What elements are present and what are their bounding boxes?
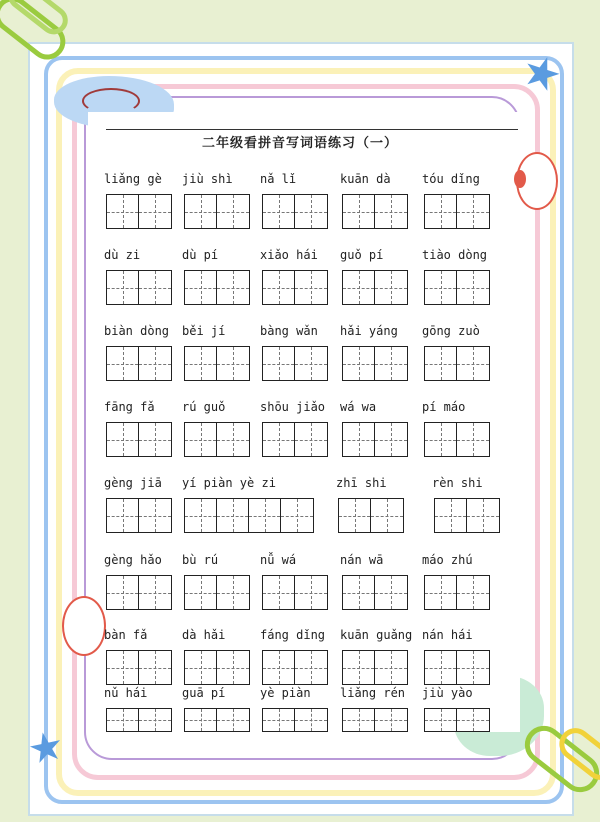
tian-grid-cell[interactable] bbox=[217, 499, 249, 532]
writing-grid[interactable] bbox=[338, 498, 404, 533]
tian-grid-cell[interactable] bbox=[295, 651, 327, 684]
tian-grid-cell[interactable] bbox=[375, 576, 407, 609]
tian-grid-cell[interactable] bbox=[425, 709, 457, 731]
writing-grid[interactable] bbox=[424, 575, 490, 610]
writing-grid[interactable] bbox=[184, 270, 250, 305]
tian-grid-cell[interactable] bbox=[295, 576, 327, 609]
tian-grid-cell[interactable] bbox=[343, 347, 375, 380]
tian-grid-cell[interactable] bbox=[467, 499, 499, 532]
pinyin-label: tiào dòng bbox=[422, 248, 488, 262]
pinyin-label: gèng hǎo bbox=[104, 553, 162, 567]
tian-grid-cell[interactable] bbox=[295, 347, 327, 380]
tian-grid-cell[interactable] bbox=[185, 195, 217, 228]
tian-grid-cell[interactable] bbox=[457, 423, 489, 456]
pinyin-label: xiǎo hái bbox=[260, 248, 318, 262]
writing-grid[interactable] bbox=[106, 575, 172, 610]
tian-grid-cell[interactable] bbox=[107, 651, 139, 684]
tian-grid-cell[interactable] bbox=[139, 347, 171, 380]
tian-grid-cell[interactable] bbox=[139, 423, 171, 456]
pinyin-label: kuān guǎng bbox=[340, 628, 413, 642]
tian-grid-cell[interactable] bbox=[217, 195, 249, 228]
pinyin-label: pí máo bbox=[422, 400, 466, 414]
tian-grid-cell[interactable] bbox=[217, 576, 249, 609]
tian-grid-cell[interactable] bbox=[343, 195, 375, 228]
pinyin-label: jiù shì bbox=[182, 172, 233, 186]
tian-grid-cell[interactable] bbox=[107, 347, 139, 380]
writing-grid[interactable] bbox=[106, 650, 172, 685]
pinyin-label: máo zhú bbox=[422, 553, 473, 567]
tian-grid-cell[interactable] bbox=[139, 651, 171, 684]
pinyin-label: tóu dǐng bbox=[422, 172, 480, 186]
tian-grid-cell[interactable] bbox=[295, 423, 327, 456]
tian-grid-cell[interactable] bbox=[371, 499, 403, 532]
tian-grid-cell[interactable] bbox=[185, 423, 217, 456]
tian-grid-cell[interactable] bbox=[107, 499, 139, 532]
writing-grid[interactable] bbox=[424, 194, 490, 229]
writing-grid[interactable] bbox=[262, 422, 328, 457]
tian-grid-cell[interactable] bbox=[217, 651, 249, 684]
pinyin-label: nǚ wá bbox=[260, 553, 297, 567]
tian-grid-cell[interactable] bbox=[295, 195, 327, 228]
writing-grid[interactable] bbox=[342, 270, 408, 305]
writing-grid[interactable] bbox=[262, 708, 328, 732]
tian-grid-cell[interactable] bbox=[425, 347, 457, 380]
writing-grid[interactable] bbox=[106, 708, 172, 732]
writing-grid[interactable] bbox=[184, 498, 314, 533]
pinyin-label: nán hái bbox=[422, 628, 473, 642]
tian-grid-cell[interactable] bbox=[217, 271, 249, 304]
writing-grid[interactable] bbox=[434, 498, 500, 533]
tian-grid-cell[interactable] bbox=[185, 347, 217, 380]
writing-grid[interactable] bbox=[106, 270, 172, 305]
tian-grid-cell[interactable] bbox=[185, 271, 217, 304]
pinyin-label: hǎi yáng bbox=[340, 324, 398, 338]
writing-grid[interactable] bbox=[106, 346, 172, 381]
writing-grid[interactable] bbox=[424, 650, 490, 685]
tian-grid-cell[interactable] bbox=[457, 347, 489, 380]
tian-grid-cell[interactable] bbox=[375, 651, 407, 684]
writing-grid[interactable] bbox=[342, 422, 408, 457]
tian-grid-cell[interactable] bbox=[457, 651, 489, 684]
tian-grid-cell[interactable] bbox=[375, 347, 407, 380]
tian-grid-cell[interactable] bbox=[425, 423, 457, 456]
writing-grid[interactable] bbox=[262, 346, 328, 381]
pinyin-label: rú guǒ bbox=[182, 400, 226, 414]
writing-grid[interactable] bbox=[424, 708, 490, 732]
tian-grid-cell[interactable] bbox=[217, 709, 249, 731]
writing-grid[interactable] bbox=[184, 575, 250, 610]
pinyin-label: biàn dòng bbox=[104, 324, 170, 338]
tian-grid-cell[interactable] bbox=[425, 576, 457, 609]
writing-grid[interactable] bbox=[106, 194, 172, 229]
tian-grid-cell[interactable] bbox=[107, 709, 139, 731]
pinyin-label: bàn fǎ bbox=[104, 628, 148, 642]
tian-grid-cell[interactable] bbox=[457, 195, 489, 228]
writing-grid[interactable] bbox=[184, 194, 250, 229]
pinyin-label: shōu jiǎo bbox=[260, 400, 326, 414]
tian-grid-cell[interactable] bbox=[295, 271, 327, 304]
tian-grid-cell[interactable] bbox=[263, 195, 295, 228]
tian-grid-cell[interactable] bbox=[139, 499, 171, 532]
tian-grid-cell[interactable] bbox=[263, 651, 295, 684]
tian-grid-cell[interactable] bbox=[107, 271, 139, 304]
tian-grid-cell[interactable] bbox=[263, 709, 295, 731]
swirl-decoration bbox=[82, 88, 140, 114]
pinyin-label: yè piàn bbox=[260, 686, 311, 700]
tian-grid-cell[interactable] bbox=[343, 651, 375, 684]
tian-grid-cell[interactable] bbox=[425, 651, 457, 684]
pinyin-label: bàng wǎn bbox=[260, 324, 318, 338]
writing-grid[interactable] bbox=[106, 498, 172, 533]
tian-grid-cell[interactable] bbox=[185, 499, 217, 532]
tian-grid-cell[interactable] bbox=[263, 576, 295, 609]
tian-grid-cell[interactable] bbox=[139, 709, 171, 731]
tian-grid-cell[interactable] bbox=[457, 709, 489, 731]
writing-grid[interactable] bbox=[262, 575, 328, 610]
pinyin-label: fáng dǐng bbox=[260, 628, 326, 642]
writing-grid[interactable] bbox=[262, 650, 328, 685]
pinyin-label: rèn shi bbox=[432, 476, 483, 490]
writing-grid[interactable] bbox=[342, 708, 408, 732]
writing-grid[interactable] bbox=[262, 194, 328, 229]
pinyin-label: gōng zuò bbox=[422, 324, 480, 338]
cloud-dot bbox=[514, 170, 526, 188]
tian-grid-cell[interactable] bbox=[425, 271, 457, 304]
pinyin-label: jiù yào bbox=[422, 686, 473, 700]
tian-grid-cell[interactable] bbox=[185, 576, 217, 609]
tian-grid-cell[interactable] bbox=[107, 576, 139, 609]
pinyin-label: běi jí bbox=[182, 324, 226, 338]
pinyin-label: liǎng gè bbox=[104, 172, 162, 186]
writing-grid[interactable] bbox=[342, 575, 408, 610]
tian-grid-cell[interactable] bbox=[139, 195, 171, 228]
writing-grid[interactable] bbox=[262, 270, 328, 305]
tian-grid-cell[interactable] bbox=[375, 423, 407, 456]
tian-grid-cell[interactable] bbox=[263, 423, 295, 456]
tian-grid-cell[interactable] bbox=[295, 709, 327, 731]
tian-grid-cell[interactable] bbox=[107, 423, 139, 456]
pinyin-label: dù pí bbox=[182, 248, 219, 262]
tian-grid-cell[interactable] bbox=[281, 499, 313, 532]
tian-grid-cell[interactable] bbox=[217, 347, 249, 380]
tian-grid-cell[interactable] bbox=[107, 195, 139, 228]
pinyin-label: kuān dà bbox=[340, 172, 391, 186]
cloud-icon bbox=[62, 596, 106, 656]
tian-grid-cell[interactable] bbox=[457, 576, 489, 609]
writing-grid[interactable] bbox=[184, 708, 250, 732]
pinyin-label: zhī shi bbox=[336, 476, 387, 490]
title-rule bbox=[106, 129, 518, 130]
tian-grid-cell[interactable] bbox=[185, 651, 217, 684]
writing-grid[interactable] bbox=[424, 346, 490, 381]
page-title: 二年级看拼音写词语练习（一） bbox=[201, 136, 398, 151]
writing-grid[interactable] bbox=[424, 422, 490, 457]
star-icon: ★ bbox=[515, 43, 569, 104]
tian-grid-cell[interactable] bbox=[435, 499, 467, 532]
pinyin-label: nǎ lǐ bbox=[260, 172, 297, 186]
tian-grid-cell[interactable] bbox=[263, 271, 295, 304]
tian-grid-cell[interactable] bbox=[343, 709, 375, 731]
tian-grid-cell[interactable] bbox=[249, 499, 281, 532]
tian-grid-cell[interactable] bbox=[263, 347, 295, 380]
pinyin-label: nán wā bbox=[340, 553, 384, 567]
pinyin-label: gèng jiā bbox=[104, 476, 162, 490]
pinyin-label: guā pí bbox=[182, 686, 226, 700]
pinyin-label: fāng fǎ bbox=[104, 400, 155, 414]
tian-grid-cell[interactable] bbox=[457, 271, 489, 304]
writing-grid[interactable] bbox=[424, 270, 490, 305]
pinyin-label: nǔ hái bbox=[104, 686, 148, 700]
tian-grid-cell[interactable] bbox=[375, 271, 407, 304]
star-icon: ★ bbox=[23, 721, 69, 775]
tian-grid-cell[interactable] bbox=[217, 423, 249, 456]
writing-grid[interactable] bbox=[342, 194, 408, 229]
tian-grid-cell[interactable] bbox=[139, 271, 171, 304]
writing-grid[interactable] bbox=[342, 650, 408, 685]
pinyin-label: dà hǎi bbox=[182, 628, 226, 642]
tian-grid-cell[interactable] bbox=[375, 195, 407, 228]
tian-grid-cell[interactable] bbox=[343, 576, 375, 609]
tian-grid-cell[interactable] bbox=[339, 499, 371, 532]
tian-grid-cell[interactable] bbox=[425, 195, 457, 228]
tian-grid-cell[interactable] bbox=[343, 271, 375, 304]
pinyin-label: liǎng rén bbox=[340, 686, 406, 700]
writing-grid[interactable] bbox=[106, 422, 172, 457]
tian-grid-cell[interactable] bbox=[375, 709, 407, 731]
pinyin-label: dù zi bbox=[104, 248, 141, 262]
pinyin-label: guǒ pí bbox=[340, 248, 384, 262]
tian-grid-cell[interactable] bbox=[139, 576, 171, 609]
pinyin-label: bù rú bbox=[182, 553, 219, 567]
writing-grid[interactable] bbox=[184, 346, 250, 381]
pinyin-label: wá wa bbox=[340, 400, 377, 414]
writing-grid[interactable] bbox=[342, 346, 408, 381]
writing-grid[interactable] bbox=[184, 422, 250, 457]
tian-grid-cell[interactable] bbox=[343, 423, 375, 456]
writing-grid[interactable] bbox=[184, 650, 250, 685]
pinyin-label: yí piàn yè zi bbox=[182, 476, 276, 490]
tian-grid-cell[interactable] bbox=[185, 709, 217, 731]
